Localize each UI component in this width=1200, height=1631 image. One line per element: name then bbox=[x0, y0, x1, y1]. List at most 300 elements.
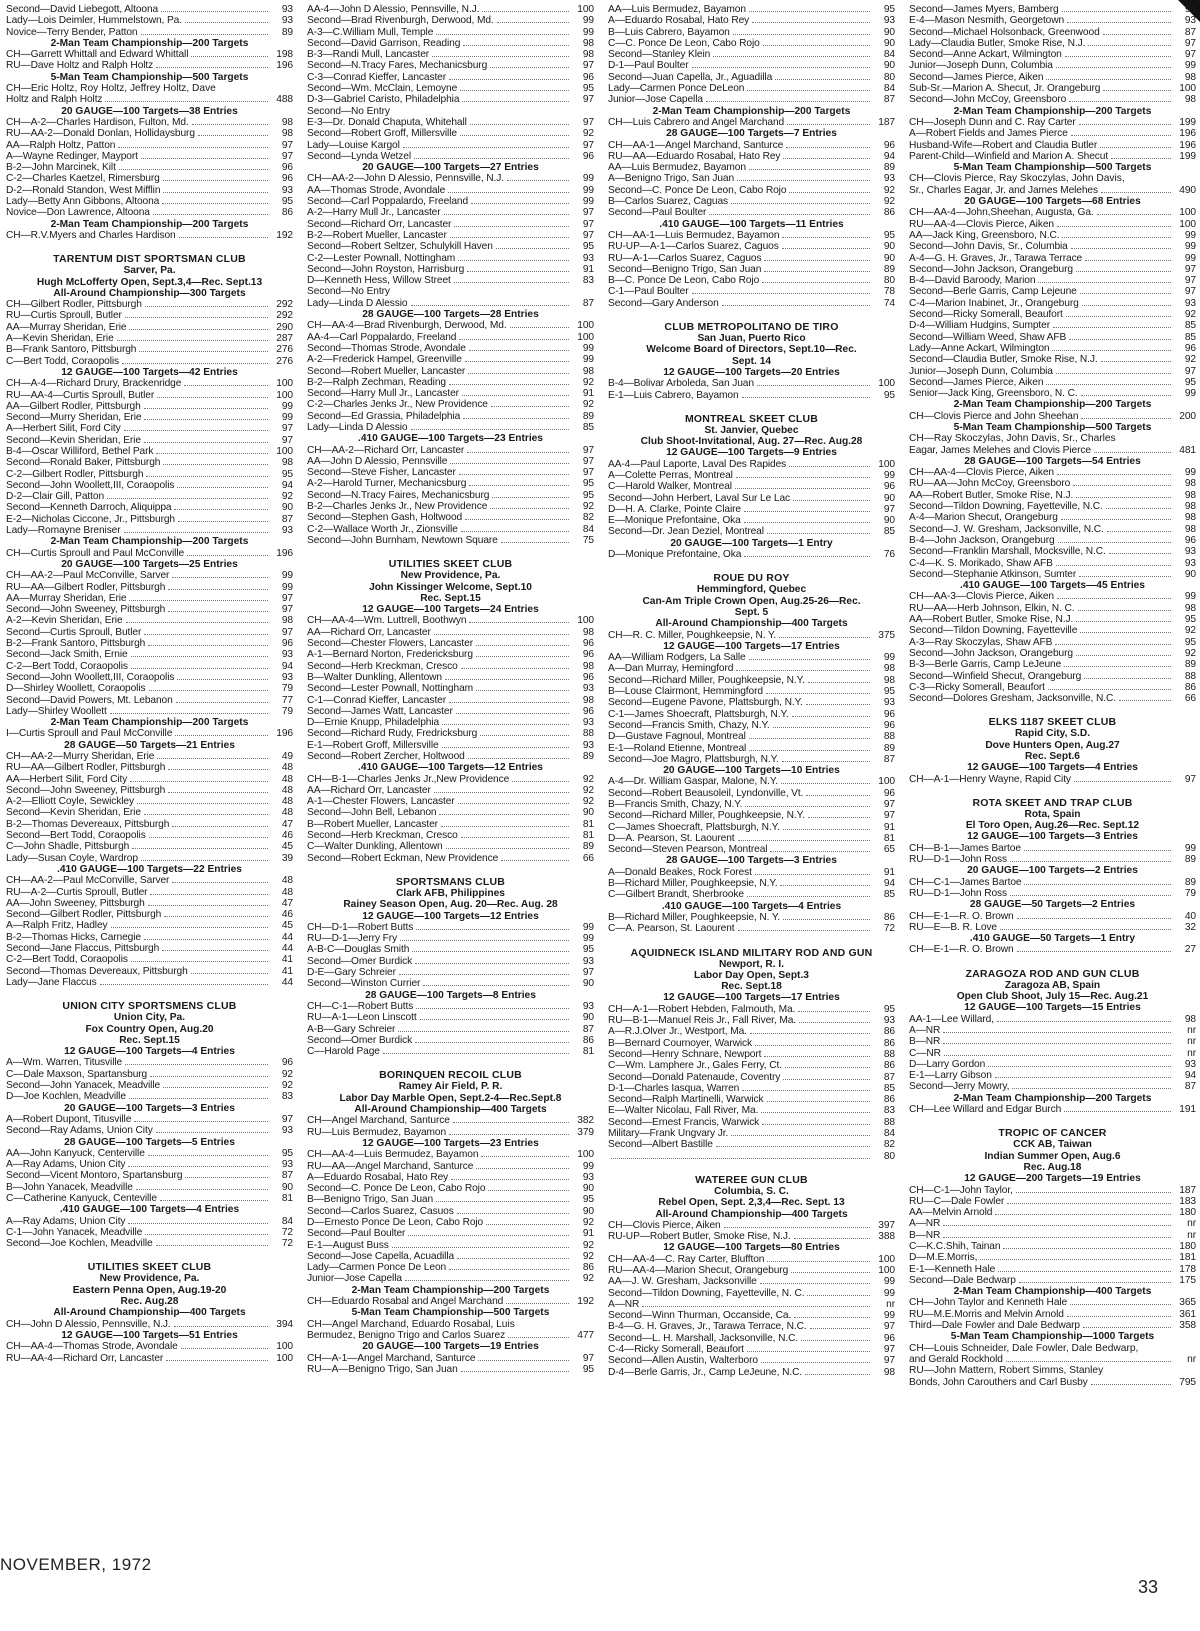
event-heading: 2-Man Team Championship—200 Targets bbox=[953, 105, 1152, 117]
score: 97 bbox=[1184, 275, 1196, 287]
club-title: ROTA SKEET AND TRAP CLUB bbox=[972, 796, 1133, 809]
shooter-name: B-4—Oscar Williford, Bethel Park bbox=[6, 445, 154, 457]
leader-dots bbox=[808, 682, 870, 683]
result-row bbox=[307, 286, 594, 297]
leader-dots bbox=[737, 180, 870, 181]
shooter-name: A—Wayne Redinger, Mayport bbox=[6, 150, 138, 162]
result-row bbox=[6, 457, 293, 468]
leader-dots bbox=[763, 45, 870, 46]
shooter-name: C—Harold Page bbox=[307, 1046, 380, 1058]
shooter-name: C—James Shoecraft, Plattsburgh, N.Y. bbox=[608, 821, 780, 833]
shooter-name: Second—Carlos Suarez, Casuos bbox=[307, 1205, 454, 1217]
leader-dots bbox=[144, 408, 268, 409]
result-row bbox=[909, 286, 1196, 297]
result-row bbox=[909, 1207, 1196, 1218]
result-row bbox=[307, 717, 594, 728]
shooter-name: B-4—G. H. Graves, Jr., Tarawa Terrace, N.C. bbox=[608, 1321, 807, 1333]
result-row bbox=[307, 467, 594, 478]
score: 87 bbox=[281, 1170, 293, 1182]
result-row bbox=[6, 173, 293, 184]
score: 199 bbox=[1179, 150, 1196, 162]
score: 178 bbox=[1179, 1263, 1196, 1275]
leader-dots bbox=[144, 634, 268, 635]
score: 90 bbox=[582, 1205, 594, 1217]
score: 84 bbox=[281, 1215, 293, 1227]
leader-dots bbox=[469, 350, 569, 351]
score: 93 bbox=[281, 525, 293, 537]
leader-dots bbox=[144, 419, 268, 420]
result-row bbox=[909, 1070, 1196, 1081]
score: 89 bbox=[883, 263, 895, 275]
score: 92 bbox=[582, 1273, 594, 1285]
result-row bbox=[909, 1275, 1196, 1286]
result-row bbox=[6, 446, 293, 457]
club-subtitle: Sept. 5 bbox=[734, 606, 769, 618]
event-heading: 20 GAUGE—100 Targets—68 Entries bbox=[964, 196, 1141, 208]
leader-dots bbox=[1010, 895, 1171, 896]
shooter-name: AA—Thomas Strode, Avondale bbox=[307, 184, 446, 196]
club-subtitle: Rapid City, S.D. bbox=[1014, 728, 1091, 740]
leader-dots bbox=[191, 973, 268, 974]
result-row bbox=[6, 638, 293, 649]
leader-dots bbox=[462, 395, 569, 396]
club-title: ELKS 1187 SKEET CLUB bbox=[988, 716, 1117, 729]
shooter-name: CH—Garrett Whittall and Edward Whittall bbox=[6, 49, 189, 61]
club-subtitle: New Providence, Pa. bbox=[99, 1273, 200, 1285]
shooter-name: Second—Chester Flowers, Lancaster bbox=[307, 638, 474, 650]
score: 74 bbox=[883, 297, 895, 309]
score: 96 bbox=[582, 638, 594, 650]
leader-dots bbox=[692, 293, 870, 294]
shooter-name: Second—N.Tracy Faires, Mechanicsburg bbox=[307, 489, 490, 501]
shooter-name: AA—John D Alessio, Pennsville bbox=[307, 455, 448, 467]
result-row bbox=[608, 298, 895, 309]
event-heading: 12 GAUGE—100 Targets—24 Entries bbox=[362, 604, 539, 616]
score: 92 bbox=[1184, 647, 1196, 659]
shooter-name: A-2—Harry Mull Jr., Lancaster bbox=[307, 207, 441, 219]
shooter-name: Second—Joe Magro, Plattsburgh, N.Y. bbox=[608, 753, 779, 765]
score: 96 bbox=[883, 481, 895, 493]
shooter-name: A—Ralph Fritz, Hadley bbox=[6, 920, 108, 932]
score: 81 bbox=[281, 1192, 293, 1204]
leader-dots bbox=[1062, 237, 1171, 238]
shooter-name: Second—John Burnham, Newtown Square bbox=[307, 534, 498, 546]
shooter-name: B—Frank Santoro, Pittsburgh bbox=[6, 344, 137, 356]
score: 99 bbox=[281, 412, 293, 424]
score: 72 bbox=[281, 1226, 293, 1238]
leader-dots bbox=[465, 361, 569, 362]
shooter-name: C—Bert Todd, Coraopolis bbox=[6, 355, 120, 367]
leader-dots bbox=[449, 702, 569, 703]
shooter-name: RU—D-1—Jerry Fry bbox=[307, 933, 398, 945]
result-row bbox=[6, 966, 293, 977]
leader-dots bbox=[1024, 850, 1171, 851]
leader-dots bbox=[141, 860, 268, 861]
score: 97 bbox=[281, 434, 293, 446]
result-row bbox=[307, 956, 594, 967]
shooter-name: Second—Ralph Martinelli, Warwick bbox=[608, 1094, 764, 1106]
club-subtitle: San Juan, Puerto Rico bbox=[697, 333, 806, 345]
score: 85 bbox=[1184, 320, 1196, 332]
score: 86 bbox=[582, 1034, 594, 1046]
event-heading: 2-Man Team Championship—200 Targets bbox=[351, 1284, 550, 1296]
shooter-name: Second—Harry Mull Jr., Lancaster bbox=[307, 388, 459, 400]
leader-dots bbox=[476, 645, 569, 646]
shooter-name: A—NR bbox=[909, 1024, 941, 1036]
shooter-name: RU—A—Benigno Trigo, San Juan bbox=[307, 1363, 458, 1375]
shooter-name: CH—Clovis Pierce, Aiken bbox=[608, 1219, 721, 1231]
leader-dots bbox=[441, 826, 569, 827]
result-row bbox=[608, 720, 895, 731]
shooter-name: RU—C—Dale Fowler bbox=[909, 1195, 1005, 1207]
score: 96 bbox=[1184, 342, 1196, 354]
shooter-name: A-3—C.William Mull, Temple bbox=[307, 26, 434, 38]
shooter-name: AA—Robert Butler, Smoke Rise, N.J. bbox=[909, 614, 1074, 626]
club-title: WATEREE GUN CLUB bbox=[695, 1173, 808, 1186]
leader-dots bbox=[760, 1283, 870, 1284]
shooter-name: B—C. Ponce De Leon, Cabo Rojo bbox=[608, 275, 760, 287]
leader-dots bbox=[738, 840, 870, 841]
leader-dots bbox=[1012, 1088, 1171, 1089]
event-heading: 20 GAUGE—100 Targets—1 Entry bbox=[670, 537, 833, 549]
score: 98 bbox=[1184, 501, 1196, 513]
score: 96 bbox=[1184, 534, 1196, 546]
score: 66 bbox=[582, 852, 594, 864]
score: 39 bbox=[281, 852, 293, 864]
result-row bbox=[608, 652, 895, 663]
leader-dots bbox=[450, 237, 569, 238]
score: nr bbox=[886, 1298, 895, 1310]
result-row bbox=[909, 625, 1196, 636]
shooter-name: Second—Wm. McClain, Lemoyne bbox=[307, 83, 458, 95]
shooter-name: CH—AA-1—Angel Marchand, Santurce bbox=[608, 139, 784, 151]
event-heading: .410 GAUGE—100 Targets—22 Entries bbox=[57, 863, 242, 875]
result-row bbox=[307, 1183, 594, 1194]
leader-dots bbox=[156, 1245, 268, 1246]
leader-dots bbox=[1076, 271, 1171, 272]
score: 87 bbox=[1184, 1081, 1196, 1093]
result-row bbox=[307, 15, 594, 26]
event-heading: .410 GAUGE—100 Targets—11 Entries bbox=[659, 218, 844, 230]
score: 96 bbox=[582, 71, 594, 83]
score: 92 bbox=[281, 1080, 293, 1092]
result-row bbox=[608, 1128, 895, 1139]
score: 100 bbox=[1179, 207, 1196, 219]
shooter-name: A—Robert Fields and James Pierce bbox=[909, 128, 1068, 140]
leader-dots bbox=[1101, 361, 1171, 362]
shooter-name: AA—Jack King, Greensboro, N.C. bbox=[909, 229, 1060, 241]
score: 93 bbox=[281, 671, 293, 683]
leader-dots bbox=[166, 1360, 268, 1361]
shooter-name: Second—N.Tracy Fares, Mechanicsburg bbox=[307, 60, 488, 72]
score: 49 bbox=[281, 751, 293, 762]
result-row bbox=[307, 332, 594, 343]
score: 96 bbox=[281, 162, 293, 174]
shooter-name: Second—John Yanacek, Meadville bbox=[6, 1080, 161, 1092]
shooter-name: RU—E—B. R. Love bbox=[909, 921, 997, 933]
leader-dots bbox=[1064, 666, 1171, 667]
leader-dots bbox=[399, 974, 569, 975]
score: 97 bbox=[582, 116, 594, 128]
score: 96 bbox=[883, 1332, 895, 1344]
score: 40 bbox=[1184, 910, 1196, 922]
result-row bbox=[608, 697, 895, 708]
shooter-name: RU—AA—Gilbert Rodler, Pittsburgh bbox=[6, 581, 166, 593]
result-row bbox=[307, 978, 594, 989]
result-row bbox=[608, 253, 895, 264]
result-row bbox=[6, 15, 293, 26]
score: 97 bbox=[883, 799, 895, 810]
shooter-name: Second—Steven Pearson, Montreal bbox=[608, 844, 768, 856]
shooter-name: A—Kevin Sheridan, Erie bbox=[6, 333, 114, 345]
club-title: TARENTUM DIST SPORTSMAN CLUB bbox=[53, 253, 246, 266]
leader-dots bbox=[458, 803, 569, 804]
leader-dots bbox=[164, 916, 268, 917]
leader-dots bbox=[1081, 395, 1171, 396]
score: 88 bbox=[883, 731, 895, 743]
leader-dots bbox=[117, 340, 268, 341]
shooter-name: Lady—Jane Flaccus bbox=[6, 976, 97, 988]
score: 97 bbox=[582, 139, 594, 151]
shooter-name: Second—Winn Thurman, Occanside, Ca. bbox=[608, 1310, 792, 1322]
result-row bbox=[307, 683, 594, 694]
result-row bbox=[608, 140, 895, 151]
result-row bbox=[307, 1228, 594, 1239]
result-row bbox=[6, 4, 293, 15]
leader-dots bbox=[810, 1328, 870, 1329]
shooter-name: RU—Luis Bermudez, Bayamon bbox=[307, 1126, 447, 1138]
leader-dots bbox=[454, 226, 569, 227]
score: 48 bbox=[281, 875, 293, 887]
result-row bbox=[909, 569, 1196, 580]
leader-dots bbox=[716, 1146, 870, 1147]
leader-dots bbox=[118, 147, 268, 148]
club-subtitle: Ramey Air Field, P. R. bbox=[398, 1081, 503, 1093]
event-heading: 12 GAUGE—100 Targets—42 Entries bbox=[61, 366, 238, 378]
shooter-name: Senior—Jack King, Greensboro, N. C. bbox=[909, 388, 1078, 400]
shooter-name: E-1—Larry Gibson bbox=[909, 1070, 992, 1082]
club-subtitle: Rec. Sept.18 bbox=[721, 981, 782, 993]
leader-dots bbox=[1094, 452, 1171, 453]
shooter-name: RU-UP—Robert Butler, Smoke Rise, N.J. bbox=[608, 1231, 791, 1243]
shooter-name: B-3—Berle Garris, Camp LeJeune bbox=[909, 659, 1062, 671]
result-row bbox=[6, 751, 293, 762]
result-row bbox=[608, 1026, 895, 1037]
leader-dots bbox=[799, 1022, 870, 1023]
leader-dots bbox=[510, 327, 569, 328]
shooter-name: Novice—Terry Bender, Patton bbox=[6, 26, 138, 38]
result-row bbox=[608, 207, 895, 218]
shooter-name: B-2—Thomas Devereaux, Pittsburgh bbox=[6, 818, 170, 830]
leader-dots bbox=[119, 169, 268, 170]
score: 80 bbox=[883, 71, 895, 83]
result-row bbox=[909, 671, 1196, 682]
result-row bbox=[608, 1333, 895, 1344]
leader-dots bbox=[995, 1077, 1171, 1078]
result-row bbox=[6, 140, 293, 151]
event-heading: 12 GAUGE—100 Targets—9 Entries bbox=[666, 447, 837, 459]
leader-dots bbox=[160, 1200, 268, 1201]
score: 82 bbox=[883, 1139, 895, 1151]
result-row bbox=[909, 693, 1196, 704]
shooter-name: A—Eduardo Rosabal, Hato Rey bbox=[608, 15, 750, 27]
score: 397 bbox=[878, 1219, 895, 1231]
leader-dots bbox=[177, 487, 268, 488]
result-row bbox=[6, 898, 293, 909]
result-row bbox=[608, 1151, 895, 1162]
shooter-name: Second—Winston Currier bbox=[307, 978, 421, 990]
shooter-name: Lady—Susan Coyle, Wardrop bbox=[6, 852, 138, 864]
result-row bbox=[307, 320, 594, 331]
event-heading: 2-Man Team Championship—200 Targets bbox=[953, 1092, 1152, 1104]
leader-dots bbox=[1055, 644, 1171, 645]
shooter-name: RU—M.E.Morris and Melvin Arnold bbox=[909, 1308, 1064, 1320]
score: 92 bbox=[582, 501, 594, 513]
shooter-name: Second—Omer Burdick bbox=[307, 1034, 413, 1046]
leader-dots bbox=[1062, 11, 1171, 12]
score: 200 bbox=[1179, 410, 1196, 422]
score: 98 bbox=[582, 626, 594, 638]
leader-dots bbox=[156, 67, 268, 68]
result-row bbox=[909, 253, 1196, 264]
shooter-name: AA—Herbert Silit, Ford City bbox=[6, 773, 128, 785]
result-row bbox=[307, 399, 594, 410]
shooter-name: B—Benigno Trigo, San Juan bbox=[307, 1194, 434, 1206]
shooter-name: AA—Melvin Arnold bbox=[909, 1207, 993, 1219]
result-row bbox=[307, 853, 594, 864]
score: 97 bbox=[1184, 263, 1196, 275]
leader-dots bbox=[1069, 101, 1171, 102]
event-heading: 12 GAUGE—100 Targets—17 Entries bbox=[663, 992, 840, 1004]
score: nr bbox=[1187, 1353, 1196, 1365]
result-row bbox=[307, 922, 594, 933]
results-column-4 bbox=[909, 4, 1196, 1544]
shooter-name: B—NR bbox=[909, 1229, 941, 1241]
leader-dots bbox=[770, 851, 870, 852]
leader-dots bbox=[1080, 632, 1171, 633]
event-heading: 28 GAUGE—100 Targets—54 Entries bbox=[964, 455, 1141, 467]
score: 93 bbox=[1184, 15, 1196, 27]
result-row bbox=[909, 140, 1196, 151]
score: 196 bbox=[276, 547, 293, 559]
leader-dots bbox=[742, 397, 870, 398]
result-row bbox=[307, 819, 594, 830]
leader-dots bbox=[156, 1132, 268, 1133]
score: 87 bbox=[582, 1023, 594, 1035]
leader-dots bbox=[1016, 1192, 1171, 1193]
result-row bbox=[909, 94, 1196, 105]
shooter-name: D—Kenneth Hess, Willow Street bbox=[307, 275, 451, 287]
result-row bbox=[6, 774, 293, 785]
score: 93 bbox=[883, 1015, 895, 1027]
leader-dots bbox=[467, 452, 569, 453]
score: 93 bbox=[582, 252, 594, 264]
shooter-name: Junior—Jose Capella bbox=[307, 1273, 402, 1285]
leader-dots bbox=[783, 158, 870, 159]
shooter-name: B—Francis Smith, Chazy, N.Y. bbox=[608, 799, 743, 810]
shooter-name: Second—John Woollett,III, Coraopolis bbox=[6, 671, 175, 683]
shooter-name: RU—AA—John McCoy, Greensboro bbox=[909, 478, 1071, 490]
result-row bbox=[608, 1139, 895, 1150]
score: 100 bbox=[577, 4, 594, 15]
leader-dots bbox=[149, 837, 268, 838]
leader-dots bbox=[131, 656, 268, 657]
result-row bbox=[608, 196, 895, 207]
leader-dots bbox=[783, 1079, 870, 1080]
shooter-name: Second—Lester Pownall, Nottingham bbox=[307, 683, 474, 695]
score: 89 bbox=[582, 751, 594, 762]
score: 99 bbox=[582, 342, 594, 354]
score: 98 bbox=[582, 37, 594, 49]
score: 89 bbox=[1184, 659, 1196, 671]
leader-dots bbox=[749, 738, 870, 739]
score: 92 bbox=[281, 1068, 293, 1080]
leader-dots bbox=[468, 373, 569, 374]
result-row bbox=[6, 1216, 293, 1227]
score: 48 bbox=[281, 762, 293, 774]
event-heading: 5-Man Team Championship—500 Targets bbox=[953, 421, 1152, 433]
shooter-name: Second—Paul Boulter bbox=[608, 207, 707, 219]
shooter-name: C—Gilbert Brandt, Sherbrooke bbox=[608, 889, 744, 901]
result-row bbox=[307, 1024, 594, 1035]
score: 100 bbox=[878, 1253, 895, 1265]
score: 87 bbox=[883, 753, 895, 765]
score: 99 bbox=[281, 400, 293, 412]
result-row bbox=[307, 298, 594, 309]
shooter-name: Lady—Louise Kargol bbox=[307, 139, 400, 151]
leader-dots bbox=[747, 896, 870, 897]
leader-dots bbox=[506, 1303, 569, 1304]
shooter-name: Husband-Wife—Robert and Claudia Butler bbox=[909, 139, 1098, 151]
shooter-name: Second—Winfield Shecut, Orangeburg bbox=[909, 670, 1082, 682]
shooter-name: Second—Paul Boulter bbox=[307, 1228, 406, 1240]
result-row bbox=[909, 490, 1196, 501]
score: 99 bbox=[1184, 60, 1196, 72]
leader-dots bbox=[436, 1201, 569, 1202]
score: 97 bbox=[582, 218, 594, 230]
score: 48 bbox=[281, 807, 293, 819]
score: 95 bbox=[883, 4, 895, 15]
leader-dots bbox=[449, 79, 569, 80]
result-row bbox=[6, 943, 293, 954]
shooter-name: Second—Joe Kochlen, Meadville bbox=[6, 1238, 153, 1250]
leader-dots bbox=[731, 1135, 870, 1136]
result-row bbox=[6, 672, 293, 683]
leader-dots bbox=[442, 747, 569, 748]
result-row bbox=[608, 663, 895, 674]
leader-dots bbox=[787, 124, 870, 125]
leader-dots bbox=[1067, 22, 1171, 23]
result-row bbox=[608, 889, 895, 900]
score: 361 bbox=[1179, 1308, 1196, 1320]
leader-dots bbox=[713, 56, 870, 57]
club-subtitle: El Toro Open, Aug.26—Rec. Sept.12 bbox=[965, 820, 1140, 832]
result-row bbox=[307, 512, 594, 523]
score: 100 bbox=[276, 1341, 293, 1353]
event-heading: 12 GAUGE—100 Targets—3 Entries bbox=[967, 831, 1138, 843]
event-heading: 12 GAUGE—100 Targets—4 Entries bbox=[64, 1046, 235, 1058]
leader-dots bbox=[1107, 531, 1171, 532]
score: 72 bbox=[281, 1238, 293, 1250]
club-subtitle: Rec. Sept.15 bbox=[119, 1034, 180, 1046]
shooter-name: C—Catherine Kanyuck, Centeville bbox=[6, 1192, 157, 1204]
result-row bbox=[6, 548, 293, 559]
result-row bbox=[6, 151, 293, 162]
score: 94 bbox=[281, 479, 293, 491]
score: 99 bbox=[883, 469, 895, 481]
leader-dots bbox=[785, 1067, 870, 1068]
leader-dots bbox=[943, 1225, 1171, 1226]
